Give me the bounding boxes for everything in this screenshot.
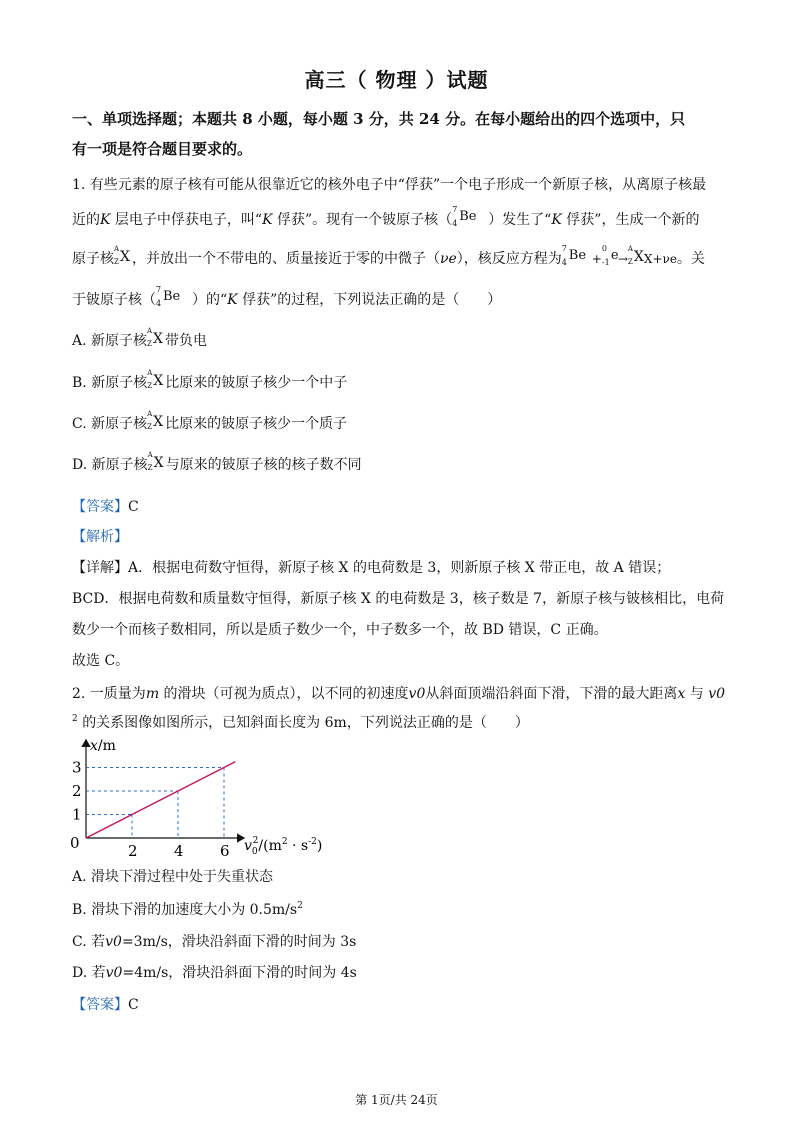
beryllium-nucleus-symbol: 7 4 Be <box>452 205 477 228</box>
x-tick-label-6: 6 <box>220 842 230 860</box>
nuclear-equation: 7 4 Be + 0 -1 e → A Z X X+νe <box>561 244 677 267</box>
q1-line1: 1. 有些元素的原子核有可能从很靠近它的核外电子中“俘获”一个电子形成一个新原子核，从离原子核最 <box>72 177 707 193</box>
new-nucleus-symbol: A Z X <box>114 245 130 266</box>
q1-option-d: D. 新原子核 A Z X 与原来的铍原子核的核子数不同 <box>72 451 362 473</box>
x-vs-v0-squared-chart <box>68 732 348 862</box>
y-tick-label-2: 2 <box>72 782 82 800</box>
x-axis-label: $v_02/(m^2 \cdot s^{-2})$ <box>244 836 323 857</box>
q1-option-b: B. 新原子核 A Z X 比原来的铍原子核少一个中子 <box>72 369 348 391</box>
q1-line2: 近的K 层电子中俘获电子，叫“K 俘获”。现有一个铍原子核（ 7 4 Be ）发生了“K 俘获”，生成一个新的 <box>72 205 700 228</box>
q1-line4: 于铍原子核（ 7 4 Be ）的“K 俘获”的过程，下列说法正确的是（ ） <box>72 285 502 308</box>
q1-option-c: C. 新原子核 A Z X 比原来的铍原子核少一个质子 <box>72 410 348 432</box>
q2-option-d: D. 若v0=4m/s，滑块沿斜面下滑的时间为 4s <box>72 965 357 981</box>
q1-option-a: A. 新原子核 A Z X 带负电 <box>72 327 208 349</box>
page-footer: 第 1页/共 24页 <box>355 1093 438 1107</box>
y-tick-label-3: 3 <box>72 758 82 777</box>
q2-option-b: B. 滑块下滑的加速度大小为 $0.5m/s^2$ <box>72 901 303 918</box>
series-line-1 <box>86 762 236 838</box>
q2-line2: $^2$ 的关系图像如图所示，已知斜面长度为 6m，下列说法正确的是（ ） <box>72 714 529 731</box>
neutrino-symbol: νe <box>440 251 457 267</box>
q1-detail-line1: 【详解】A．根据电荷数守恒得，新原子核 X 的电荷数是 3，则新原子核 X 带正电，故 A 错误； <box>72 560 671 576</box>
y-tick-label-1: 1 <box>72 805 82 824</box>
x-tick-label-4: 4 <box>174 842 184 860</box>
q2-option-a: A. 滑块下滑过程中处于失重状态 <box>72 869 274 885</box>
q2-option-c: C. 若v0=3m/s，滑块沿斜面下滑的时间为 3s <box>72 934 357 950</box>
q1-detail-line3: 数少一个而核子数相同，所以是质子数少一个，中子数多一个，故 BD 错误，C 正确。 <box>72 622 608 638</box>
section-heading-line2: 有一项是符合题目要求的。 <box>72 140 253 158</box>
q2-line1: 2. 一质量为m 的滑块（可视为质点），以不同的初速度v0从斜面顶端沿斜面下滑，下滑的最大距离x 与 v0 <box>72 686 726 702</box>
section-heading-line1: 一、单项选择题；本题共 8 小题，每小题 3 分，共 24 分。在每小题给出的四个选项中，只 <box>72 110 686 128</box>
q1-detail-line2: BCD．根据电荷数和质量数守恒得，新原子核 X 的电荷数是 3，核子数是 7，新原子核与铍核相比，电荷 <box>72 591 725 607</box>
q1-answer: 【答案】C <box>72 499 139 515</box>
x-tick-label-2: 2 <box>128 842 138 860</box>
q1-conclusion: 故选 C。 <box>72 653 130 669</box>
q1-line3: 原子核 A Z X ，并放出一个不带电的、质量接近于零的中微子（νe），核反应方程为 7 4 Be + 0 -1 e → A Z X X+νe。关 <box>72 244 705 267</box>
q1-analysis-label: 【解析】 <box>72 529 128 545</box>
q2-answer: 【答案】C <box>72 997 139 1013</box>
y-axis-label: x/m <box>90 738 116 754</box>
page-title: 高三（ 物理 ）试题 <box>304 68 489 92</box>
origin-label: 0 <box>70 834 80 852</box>
